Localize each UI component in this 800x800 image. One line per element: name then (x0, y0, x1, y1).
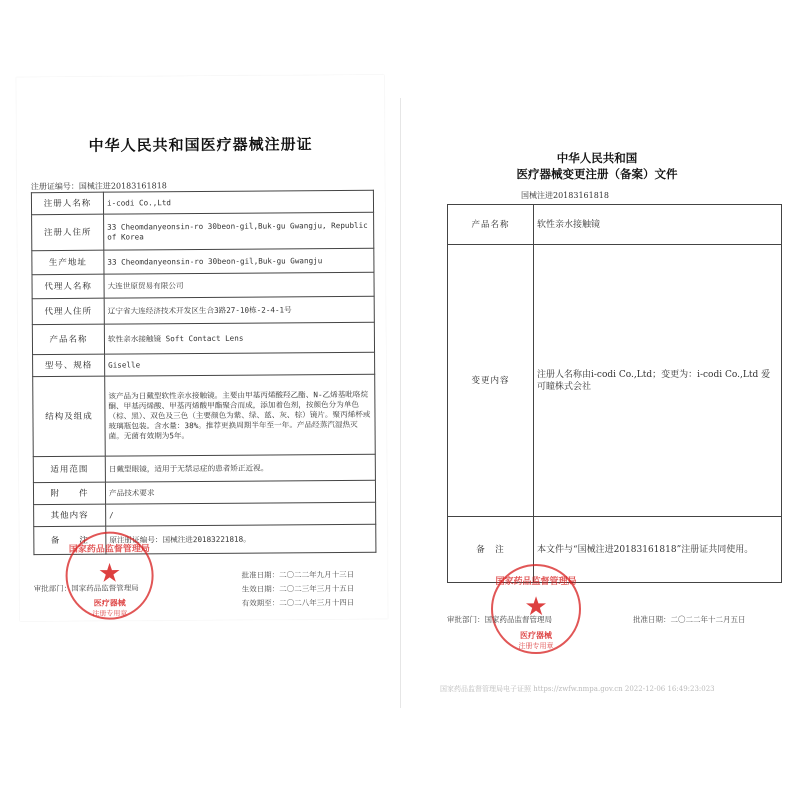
document-title-line2: 医疗器械变更注册（备案）文件 (516, 167, 678, 181)
row-value: 该产品为日戴型软性亲水接触镜。主要由甲基丙烯酸羟乙酯、N-乙烯基吡咯烷酮、甲基丙烯酸、甲基丙烯酸甲酯聚合而成，添加着色剂，按颜色分为单色（棕、黑）、双色及三色（主要颜色为紫、绿、蓝、灰、棕）镜片。聚丙烯杯或玻璃瓶包装。含水量：38%。推荐更换周期半年至一年。产品经蒸汽湿热灭菌。无菌有效期为5年。 (105, 374, 376, 456)
seal-star-icon: ★ (97, 558, 122, 590)
row-value: 日戴型眼镜，适用于无禁忌症的患者矫正近视。 (105, 454, 375, 482)
effective-date: 生效日期：二〇二三年三月十五日 (241, 583, 355, 594)
row-label: 备 注 (448, 517, 534, 583)
row-label: 代理人住所 (32, 298, 104, 325)
table-row (448, 245, 782, 517)
row-value: 大连世原贸易有限公司 (104, 272, 374, 298)
table-row (31, 190, 373, 214)
row-label: 备 注 (34, 526, 106, 555)
row-label: 适用范围 (33, 456, 105, 483)
official-seal (65, 531, 154, 620)
row-label: 产品名称 (448, 205, 534, 245)
table-row (448, 205, 782, 245)
seal-line1: 医疗器械 (93, 597, 126, 608)
change-table (447, 204, 782, 583)
registration-number: 注册证编号：国械注进20183161818 (30, 181, 167, 192)
row-value: 辽宁省大连经济技术开发区生合3路27-10栋-2-4-1号 (104, 296, 374, 324)
row-label: 结构及组成 (33, 376, 106, 457)
row-value: 软性亲水接触镜 Soft Contact Lens (104, 322, 374, 354)
row-label: 生产地址 (32, 250, 104, 275)
document-title-line1: 中华人民共和国 (556, 151, 638, 165)
row-label: 变更内容 (448, 245, 534, 517)
electronic-license-watermark: 国家药品监督管理局电子证照 https://zwfw.nmpa.gov.cn 2022-12-06 16:49:23:023 (440, 685, 715, 693)
table-row (33, 454, 375, 482)
row-label: 其他内容 (34, 504, 106, 527)
seal-line2: 注册专用章 (92, 609, 128, 618)
table-row (33, 480, 375, 504)
row-value: i-codi Co.,Ltd (103, 190, 373, 214)
certificate-title: 中华人民共和国医疗器械注册证 (88, 135, 313, 155)
row-label: 产品名称 (32, 324, 104, 355)
seal-arc-text: 国家药品监督管理局 (495, 577, 577, 587)
seal-arc-text: 国家药品监督管理局 (68, 544, 150, 555)
expiry-date: 有效期至：二〇二八年三月十四日 (241, 597, 355, 608)
table-row (448, 517, 782, 583)
row-value: 产品技术要求 (105, 480, 375, 504)
table-row (32, 272, 374, 298)
change-registration-document (400, 98, 793, 708)
table-row (32, 322, 374, 354)
row-label: 附 件 (33, 482, 105, 505)
approval-date: 批准日期：二〇二二年十二月五日 (633, 615, 746, 624)
row-value: 软性亲水接触镜 (534, 205, 782, 245)
table-row (34, 502, 376, 526)
row-value: / (106, 502, 376, 526)
row-value: 注册人名称由i-codi Co.,Ltd；变更为：i-codi Co.,Ltd 爱可瞳株式会社 (534, 245, 782, 517)
table-row (32, 212, 374, 250)
row-label: 型号、规格 (33, 354, 105, 377)
row-value: 本文件与“国械注进20183161818”注册证共同使用。 (534, 517, 782, 583)
table-row (32, 296, 374, 324)
row-value: Giselle (105, 352, 375, 376)
table-row (33, 352, 375, 376)
approving-department: 审批部门：国家药品监督管理局 (447, 615, 552, 624)
seal-star-icon: ★ (524, 592, 548, 623)
table-row (32, 248, 374, 274)
row-value: 33 Cheomdanyeonsin-ro 30beon-gil,Buk-gu Gwangju, Republic of Korea (104, 212, 374, 250)
table-row (33, 374, 376, 456)
registration-number: 国械注进20183161818 (521, 191, 609, 200)
row-value: 原注册证编号：国械注进20183221818。 (106, 524, 376, 554)
row-label: 注册人住所 (32, 214, 104, 251)
row-value: 33 Cheomdanyeonsin-ro 30beon-gil,Buk-gu Gwangju (104, 248, 374, 274)
certificate-table (31, 190, 377, 555)
seal-line2: 注册专用章 (518, 642, 554, 650)
official-seal (491, 564, 581, 654)
registration-certificate (16, 75, 388, 622)
seal-line1: 医疗器械 (520, 630, 552, 640)
approval-date: 批准日期：二〇二二年九月十三日 (241, 569, 355, 580)
row-label: 注册人名称 (31, 192, 103, 215)
approving-department: 审批部门：国家药品监督管理局 (33, 583, 139, 594)
row-label: 代理人名称 (32, 274, 104, 299)
